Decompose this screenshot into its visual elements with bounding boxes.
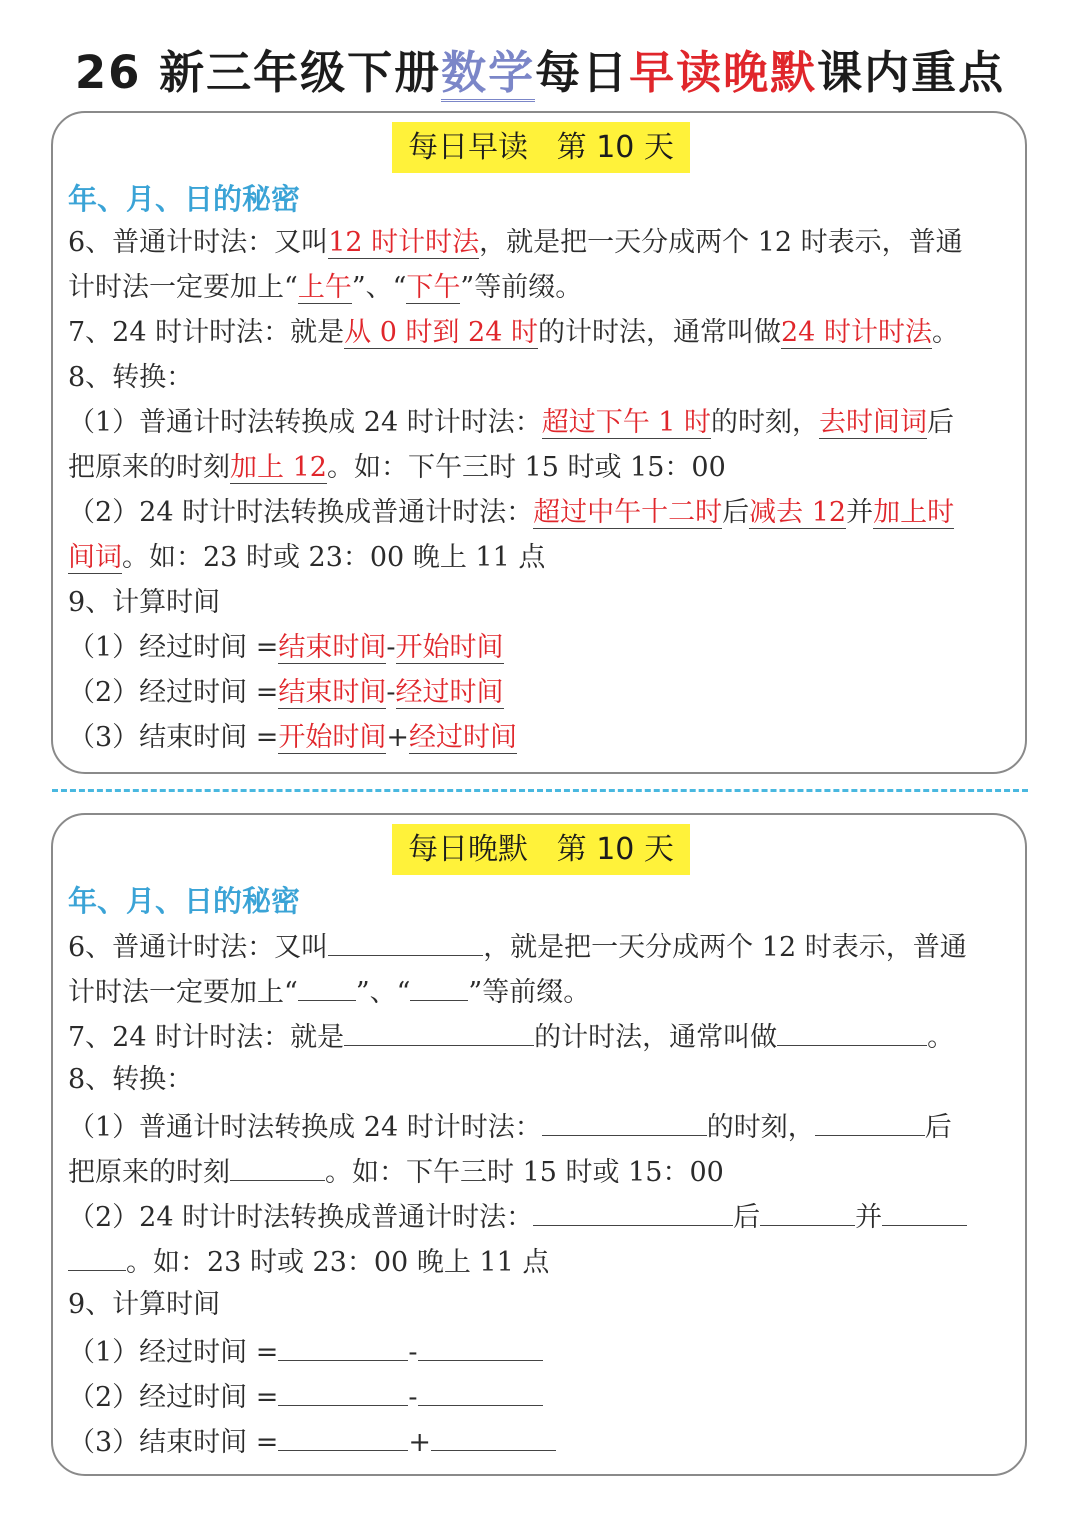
item-9-1-line (68, 1330, 543, 1373)
fill-blank[interactable] (68, 1240, 126, 1271)
operator: - (408, 1337, 418, 1368)
item-8-2-line-2 (68, 1240, 549, 1283)
answer: 开始时间 (278, 722, 387, 753)
item-6-line-2 (68, 268, 582, 308)
answer: 加上时 (873, 497, 955, 528)
answer: 24 时计时法 (781, 317, 932, 348)
operator: + (408, 1427, 432, 1458)
page-title (0, 36, 1080, 101)
answer: 超过下午 1 时 (541, 407, 712, 438)
text: （3）结束时间 = (68, 722, 279, 753)
answer: 结束时间 (278, 632, 387, 663)
text: 6、普通计时法：又叫 (68, 227, 329, 258)
fill-blank[interactable] (418, 1375, 543, 1406)
text: 。 (931, 317, 959, 348)
text: 把原来的时刻 (68, 452, 230, 483)
text: 的时刻， (711, 407, 820, 438)
text: 。如：下午三时 15 时或 15：00 (326, 452, 726, 483)
operator: + (386, 722, 410, 753)
item-9-line: 9、计算时间 (68, 1289, 221, 1320)
section-heading: 年、月、日的秘密 (68, 884, 301, 918)
text: ”、“ (351, 272, 407, 303)
text: 。如：下午三时 15 时或 15：00 (325, 1157, 724, 1188)
text: 计时法一定要加上“ (68, 977, 298, 1008)
text: 。如：23 时或 23：00 晚上 11 点 (126, 1247, 550, 1278)
evening-dictation-card (51, 813, 1027, 1476)
item-6-line-1 (68, 925, 967, 968)
item-9-3-line (68, 718, 517, 758)
item-8-line: 8、转换： (68, 362, 194, 393)
item-6-line-2 (68, 970, 590, 1013)
text: 6、普通计时法：又叫 (68, 932, 329, 963)
text: （2）24 时计时法转换成普通计时法： (68, 497, 534, 528)
text: （2）经过时间 = (68, 1382, 279, 1413)
fill-blank[interactable] (542, 1105, 707, 1136)
answer: 去时间词 (819, 407, 928, 438)
fill-blank[interactable] (431, 1420, 556, 1451)
fill-blank[interactable] (777, 1015, 927, 1046)
item-8-1-line-2 (68, 448, 726, 488)
item-8-1-line-1 (68, 403, 954, 443)
answer: 经过时间 (409, 722, 518, 753)
text: ”等前缀。 (460, 272, 583, 303)
item-8-2-line-2 (68, 538, 545, 578)
fill-blank[interactable] (298, 970, 356, 1001)
text: 计时法一定要加上“ (68, 272, 298, 303)
title-part-reading: 早读晚默 (629, 46, 818, 99)
item-9-2-line (68, 673, 504, 713)
text: 的时刻， (706, 1112, 815, 1143)
text: （2）24 时计时法转换成普通计时法： (68, 1202, 534, 1233)
text: （2）经过时间 = (68, 677, 279, 708)
answer: 加上 12 (230, 452, 327, 483)
text: 。 (927, 1022, 955, 1053)
text: 后 (924, 1112, 952, 1143)
text: 7、24 时计时法：就是 (68, 1022, 345, 1053)
operator: - (408, 1382, 418, 1413)
answer: 减去 12 (749, 497, 847, 528)
item-9-3-line (68, 1420, 556, 1463)
text: 的计时法，通常叫做 (534, 1022, 778, 1053)
morning-reading-card (51, 111, 1027, 774)
item-9-2-line (68, 1375, 543, 1418)
fill-blank[interactable] (410, 970, 468, 1001)
text: （3）结束时间 = (68, 1427, 279, 1458)
fill-blank[interactable] (418, 1330, 543, 1361)
text: ”、“ (355, 977, 411, 1008)
item-7-line (68, 1015, 954, 1058)
fill-blank[interactable] (328, 925, 483, 956)
answer: 上午 (297, 272, 352, 303)
text: ，就是把一天分成两个 12 时表示，普通 (483, 932, 967, 963)
fill-blank[interactable] (278, 1420, 408, 1451)
text: ，就是把一天分成两个 12 时表示，普通 (479, 227, 963, 258)
item-9-1-line (68, 628, 504, 668)
item-9-line: 9、计算时间 (68, 587, 221, 618)
answer: 12 时计时法 (328, 227, 480, 258)
text: （1）经过时间 = (68, 1337, 279, 1368)
answer: 下午 (406, 272, 461, 303)
title-part-daily: 每日 (535, 46, 630, 99)
morning-day-badge: 每日早读 第 10 天 (392, 122, 690, 173)
answer: 间词 (68, 542, 122, 573)
item-8-1-line-2 (68, 1150, 724, 1193)
text: 后 (733, 1202, 761, 1233)
text: 把原来的时刻 (68, 1157, 230, 1188)
item-8-2-line-1 (68, 1195, 967, 1238)
answer: 从 0 时到 24 时 (344, 317, 538, 348)
fill-blank[interactable] (230, 1150, 325, 1181)
fill-blank[interactable] (344, 1015, 534, 1046)
fill-blank[interactable] (278, 1375, 408, 1406)
item-7-line (68, 313, 959, 353)
title-part-grade: 26 新三年级下册 (74, 46, 442, 99)
text: 。如：23 时或 23：00 晚上 11 点 (122, 542, 546, 573)
text: （1）普通计时法转换成 24 时计时法： (68, 407, 542, 438)
text: 后 (927, 407, 955, 438)
operator: - (386, 677, 396, 708)
text: 的计时法，通常叫做 (538, 317, 781, 348)
text: 后 (722, 497, 750, 528)
answer: 开始时间 (395, 632, 504, 663)
item-8-2-line-1 (68, 493, 954, 533)
answer: 超过中午十二时 (533, 497, 723, 528)
evening-day-badge: 每日晚默 第 10 天 (392, 824, 690, 875)
section-heading: 年、月、日的秘密 (68, 182, 301, 216)
answer: 经过时间 (395, 677, 504, 708)
answer: 结束时间 (278, 677, 387, 708)
text: 并 (846, 497, 874, 528)
item-8-1-line-1 (68, 1105, 952, 1148)
dashed-divider (52, 789, 1028, 792)
title-part-subject: 数学 (441, 46, 535, 102)
item-6-line-1 (68, 223, 963, 263)
text: （1）普通计时法转换成 24 时计时法： (68, 1112, 542, 1143)
text: ”等前缀。 (468, 977, 591, 1008)
operator: - (386, 632, 396, 663)
item-8-line: 8、转换： (68, 1064, 194, 1095)
fill-blank[interactable] (882, 1195, 967, 1226)
fill-blank[interactable] (278, 1330, 408, 1361)
fill-blank[interactable] (815, 1105, 925, 1136)
fill-blank[interactable] (533, 1195, 733, 1226)
text: 7、24 时计时法：就是 (68, 317, 345, 348)
text: 并 (855, 1202, 883, 1233)
text: （1）经过时间 = (68, 632, 279, 663)
title-part-keypoints: 课内重点 (817, 46, 1006, 99)
fill-blank[interactable] (760, 1195, 855, 1226)
